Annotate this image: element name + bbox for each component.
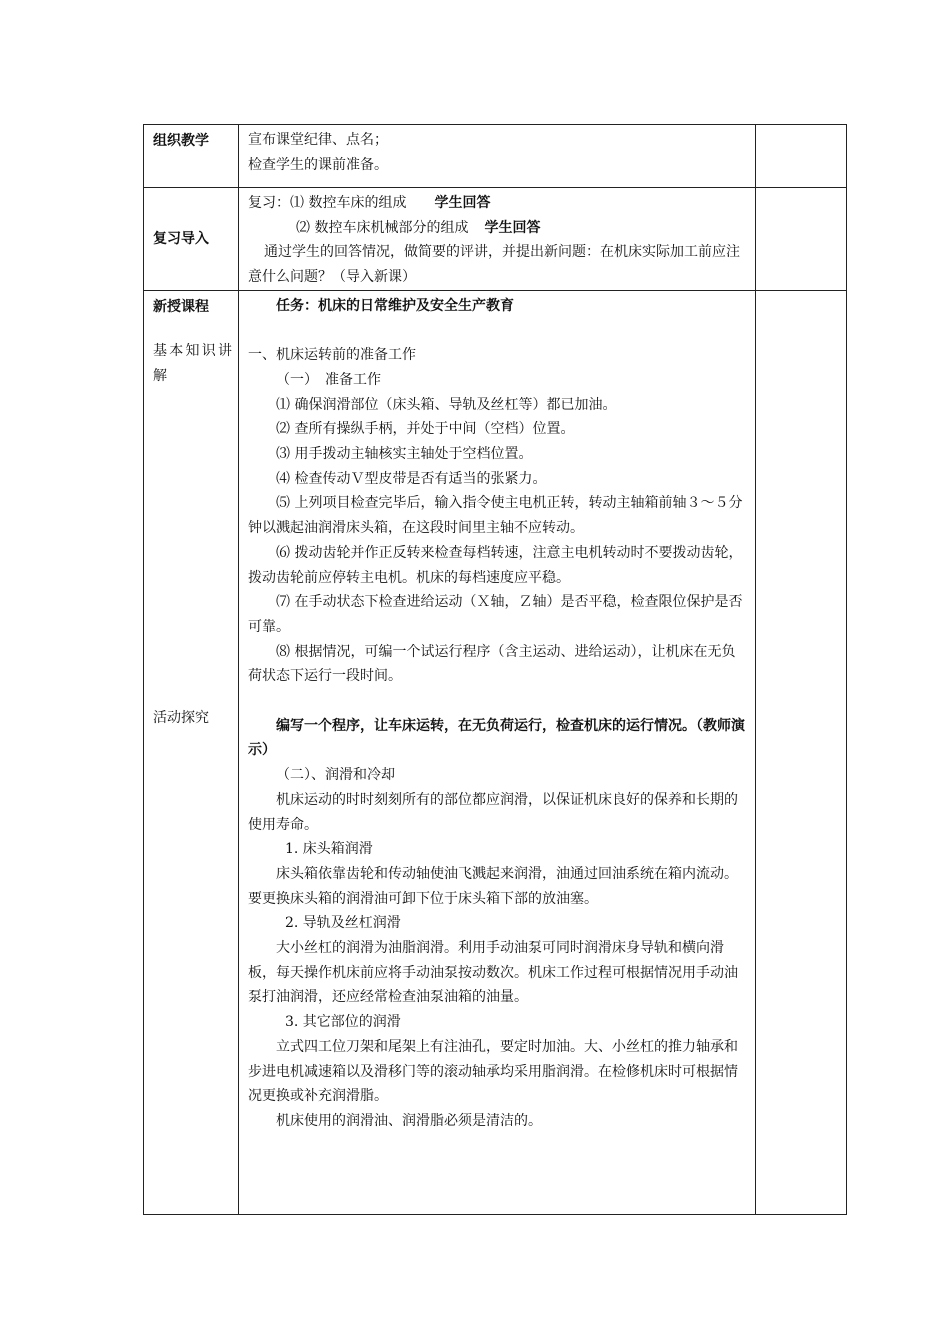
lubrication-heading-3: 3. 其它部位的润滑 (285, 1014, 401, 1031)
row-label-activity: 活动探究 (153, 710, 209, 727)
review-line-2-answer: 学生回答 (484, 219, 541, 236)
organize-line-2: 检查学生的课前准备。 (248, 156, 388, 173)
prep-item: ⑷ 检查传动Ｖ型皮带是否有适当的张紧力。 (276, 470, 547, 487)
prep-item: ⑵ 查所有操纵手柄，并处于中间（空档）位置。 (276, 421, 575, 438)
lubrication-paragraph-2: 大小丝杠的润滑为油脂润滑。利用手动油泵可同时润滑床身导轨和横向滑板，每天操作机床前应将手动油泵按动数次。机床工作过程可根据情况用手动油泵打油润滑，还应经常检查油泵油箱的油量。 (248, 940, 738, 1006)
row-new-course (144, 290, 847, 1214)
prep-item: ⑺ 在手动状态下检查进给运动（Ｘ轴，Ｚ轴）是否平稳，检查限位保护是否可靠。 (248, 594, 743, 635)
review-line-2-text: ⑵ 数控车床机械部分的组成 (296, 219, 469, 236)
lubrication-heading-2: 2. 导轨及丝杠润滑 (285, 915, 401, 932)
review-line-1-answer: 学生回答 (434, 195, 491, 211)
label-cell-organize (144, 125, 239, 188)
notes-cell-new-course (756, 290, 847, 1214)
prep-item: ⑴ 确保润滑部位（床头箱、导轨及丝杠等）都已加油。 (276, 396, 617, 413)
section-1-heading: 一、机床运转前的准备工作 (248, 347, 416, 364)
content-cell-organize (239, 125, 756, 188)
row-label-new-course: 新授课程 (153, 298, 209, 315)
lesson-plan-table (143, 124, 847, 1215)
row-label-basic-knowledge: 基本知识讲解 (153, 342, 232, 384)
lubrication-paragraph-3: 立式四工位刀架和尾架上有注油孔，要定时加油。大、小丝杠的推力轴承和步进电机减速箱以及滑移门等的滚动轴承均采用脂润滑。在检修机床时可根据情况更换或补充润滑脂。 (248, 1038, 738, 1105)
review-line-1-text: 复习：⑴ 数控车床的组成 (248, 195, 407, 211)
lubrication-paragraph-1: 床头箱依靠齿轮和传动轴使油飞溅起来润滑，油通过回油系统在箱内流动。要更换床头箱的润滑油可卸下位于床头箱下部的放油塞。 (248, 865, 738, 907)
label-cell-new-course (144, 290, 239, 1214)
lubrication-paragraph-4: 机床使用的润滑油、润滑脂必须是清洁的。 (276, 1112, 542, 1129)
row-label-review: 复习导入 (153, 230, 209, 247)
review-paragraph: 通过学生的回答情况，做简要的评讲，并提出新问题：在机床实际加工前应注意什么问题？（导入新课） (248, 244, 740, 286)
prep-item: ⑻ 根据情况，可编一个试运行程序（含主运动、进给运动），让机床在无负荷状态下运行一段时间。 (248, 643, 736, 685)
row-label-organize: 组织教学 (153, 133, 209, 149)
row-review (144, 188, 847, 291)
notes-cell-review (756, 188, 847, 291)
lubrication-intro: 机床运动的时时刻刻所有的部位都应润滑，以保证机床良好的保养和长期的使用寿命。 (248, 791, 738, 833)
organize-line-1: 宣布课堂纪律、点名； (248, 132, 388, 148)
prep-item: ⑸ 上列项目检查完毕后，输入指令使主电机正转，转动主轴箱前轴３～５分钟以溅起油润滑床头箱，在这段时间里主轴不应转动。 (248, 495, 743, 537)
subsection-2-heading: （二）、润滑和冷却 (276, 767, 395, 784)
prep-item: ⑶ 用手拨动主轴核实主轴处于空档位置。 (276, 446, 533, 463)
subsection-1-heading: （一） 准备工作 (276, 371, 381, 388)
content-cell-review (239, 188, 756, 291)
notes-cell-organize (756, 125, 847, 188)
activity-task: 编写一个程序，让车床运转，在无负荷运行，检查机床的运行情况。（教师演示） (248, 717, 745, 759)
label-cell-review (144, 188, 239, 291)
row-organize (144, 125, 847, 188)
prep-item: ⑹ 拨动齿轮并作正反转来检查每档转速，注意主电机转动时不要拨动齿轮，拨动齿轮前应停转主电机。机床的每档速度应平稳。 (248, 544, 743, 586)
task-title: 任务：机床的日常维护及安全生产教育 (276, 297, 514, 314)
lubrication-heading-1: 1. 床头箱润滑 (285, 841, 373, 858)
content-cell-new-course (239, 290, 756, 1214)
review-line-1 (248, 191, 747, 216)
review-line-2 (248, 216, 747, 241)
